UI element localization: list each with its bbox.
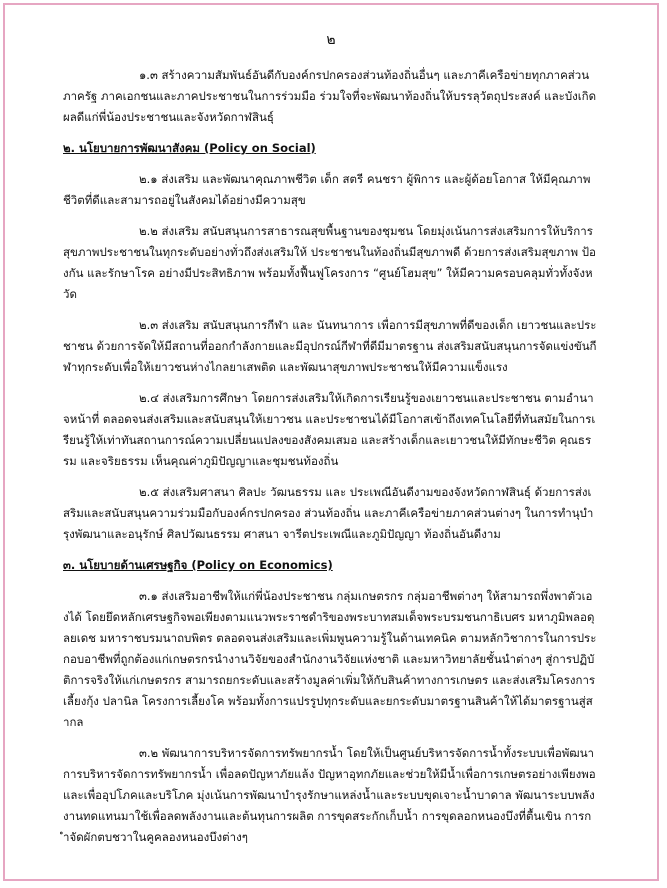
paragraph-3-2 bbox=[63, 743, 597, 848]
paragraph-3-2-text: ๓.๒ พัฒนาการบริหารจัดการทรัพยากรน้ำ โดยให้เป็นศูนย์บริหารจัดการน้ำทั้งระบบเพื่อพัฒนาการบริหารจัดการทรัพยากรน้ำ เพื่อลดปัญหาภัยแล้ง ปัญหาอุทกภัยและช่วยให้มีน้ำเพื่อการเกษตรอย่างเพียงพอ และเพื่ออุปโภคและบริโภค มุ่งเน้นการพัฒนาบำรุงรักษาแหล่งน้ำและระบบขุดเจาะน้ำบาดาล พัฒนาระบบพลังงานทดแทนมาใช้เพื่อลดพลังงานและต้นทุนการผลิต การขุดสระกักเก็บน้ำ การขุดลอกหนองบึงที่ตื้นเขิน การกำจัดผักตบชวาในคูคลองหนองบึงต่างๆ bbox=[63, 746, 596, 844]
section-heading-economics: ๓. นโยบายด้านเศรษฐกิจ (Policy on Economics) bbox=[63, 558, 333, 572]
page-number: ๒ bbox=[326, 32, 336, 48]
paragraph-2-2 bbox=[63, 221, 597, 305]
paragraph-3-1-text: ๓.๑ ส่งเสริมอาชีพให้แก่พี่น้องประชาชน กลุ่มเกษตรกร กลุ่มอาชีพต่างๆ ให้สามารถพึ่งพาตัวเองได้ โดยยึดหลักเศรษฐกิจพอเพียงตามแนวพระราชดำริของพระบาทสมเด็จพระบรมชนกาธิเบศร มหาภูมิพลอดุลยเดช มหาราชบรมนาถบพิตร ตลอดจนส่งเสริมและเพิ่มพูนความรู้ในด้านเทคนิค ตามหลักวิชาการในการประกอบอาชีพที่ถูกต้องแก่เกษตรกรนำงานวิจัยของสำนักงานวิจัยแห่งชาติ และมหาวิทยาลัยชั้นนำต่างๆ สู่การปฏิบัติการจริงให้แก่เกษตรกร สามารถยกระดับและสร้างมูลค่าเพิ่มให้กับสินค้าทางการเกษตร และส่งเสริมโครงการเลี้ยงกุ้ง ปลานิล โครงการเลี้ยงโค พร้อมทั้งการแปรรูปทุกระดับและยกระดับมาตรฐานสินค้าให้ได้มาตรฐานสู่สากล bbox=[63, 589, 597, 729]
paragraph-2-4-text: ๒.๔ ส่งเสริมการศึกษา โดยการส่งเสริมให้เกิดการเรียนรู้ของเยาวชนและประชาชน ตามอำนาจหน้าที่ ตลอดจนส่งเสริมและสนับสนุนให้เยาวชน และประชาชนได้มีโอกาสเข้าถึงเทคโนโลยีที่ทันสมัยในการเรียนรู้ให้เท่าทันสถานการณ์ความเปลี่ยนแปลงของสังคมเสมอ และสร้างเด็กและเยาวชนให้มีทักษะชีวิต คุณธรรม และจริยธรรม เห็นคุณค่าภูมิปัญญาและชุมชนท้องถิ่น bbox=[63, 391, 596, 468]
paragraph-2-4 bbox=[63, 388, 597, 472]
paragraph-3-1 bbox=[63, 586, 597, 733]
paragraph-1-3 bbox=[63, 65, 597, 128]
paragraph-2-1-text: ๒.๑ ส่งเสริม และพัฒนาคุณภาพชีวิต เด็ก สตรี คนชรา ผู้พิการ และผู้ด้อยโอกาส ให้มีคุณภาพชีวิตที่ดีและสามารถอยู่ในสังคมได้อย่างมีความสุข bbox=[63, 172, 591, 207]
paragraph-2-2-text: ๒.๒ ส่งเสริม สนับสนุนการสาธารณสุขพื้นฐานของชุมชน โดยมุ่งเน้นการส่งเสริมการให้บริการสุขภาพประชาชนในทุกระดับอย่างทั่วถึงส่งเสริมให้ ประชาชนในท้องถิ่นมีสุขภาพดี ด้วยการส่งเสริมสุขภาพ ป้องกัน และรักษาโรค อย่างมีประสิทธิภาพ พร้อมทั้งฟื้นฟูโครงการ “ศูนย์โฮมสุข” ให้มีความครอบคลุมทั่วทั้งจังหวัด bbox=[63, 224, 596, 301]
paragraph-2-1 bbox=[63, 169, 597, 211]
paragraph-2-3-text: ๒.๓ ส่งเสริม สนับสนุนการกีฬา และ นันทนาการ เพื่อการมีสุขภาพที่ดีของเด็ก เยาวชนและประชาชน ด้วยการจัดให้มีสถานที่ออกกำลังกายและมีอุปกรณ์กีฬาที่ดีมีมาตรฐาน ส่งเสริมสนับสนุนการจัดแข่งขันกีฬาทุกระดับเพื่อให้เยาวชนห่างไกลยาเสพติด และพัฒนาสุขภาพประชาชนให้มีความแข็งแรง bbox=[63, 318, 597, 374]
section-heading-social: ๒. นโยบายการพัฒนาสังคม (Policy on Social) bbox=[63, 141, 316, 155]
document-page bbox=[3, 3, 659, 881]
paragraph-2-5-text: ๒.๕ ส่งเสริมศาสนา ศิลปะ วัฒนธรรม และ ประเพณีอันดีงามของจังหวัดกาฬสินธุ์ ด้วยการส่งเสริมและสนับสนุนความร่วมมือกับองค์กรปกครอง ส่วนท้องถิ่น และภาคีเครือข่ายภาคส่วนต่างๆ ในการทำนุบำรุงพัฒนาและอนุรักษ์ ศิลปวัฒนธรรม ศาสนา จารีตประเพณีและภูมิปัญญา ท้องถิ่นอันดีงาม bbox=[63, 485, 594, 541]
document-body bbox=[63, 65, 597, 848]
paragraph-2-3 bbox=[63, 315, 597, 378]
paragraph-1-3-text: ๑.๓ สร้างความสัมพันธ์อันดีกับองค์กรปกครองส่วนท้องถิ่นอื่นๆ และภาคีเครือข่ายทุกภาคส่วน ภาครัฐ ภาคเอกชนและภาคประชาชนในการร่วมมือ ร่วมใจที่จะพัฒนาท้องถิ่นให้บรรลุวัตถุประสงค์ และบังเกิดผลดีแก่พี่น้องประชาชนและจังหวัดกาฬสินธุ์ bbox=[63, 68, 597, 124]
paragraph-2-5 bbox=[63, 482, 597, 545]
